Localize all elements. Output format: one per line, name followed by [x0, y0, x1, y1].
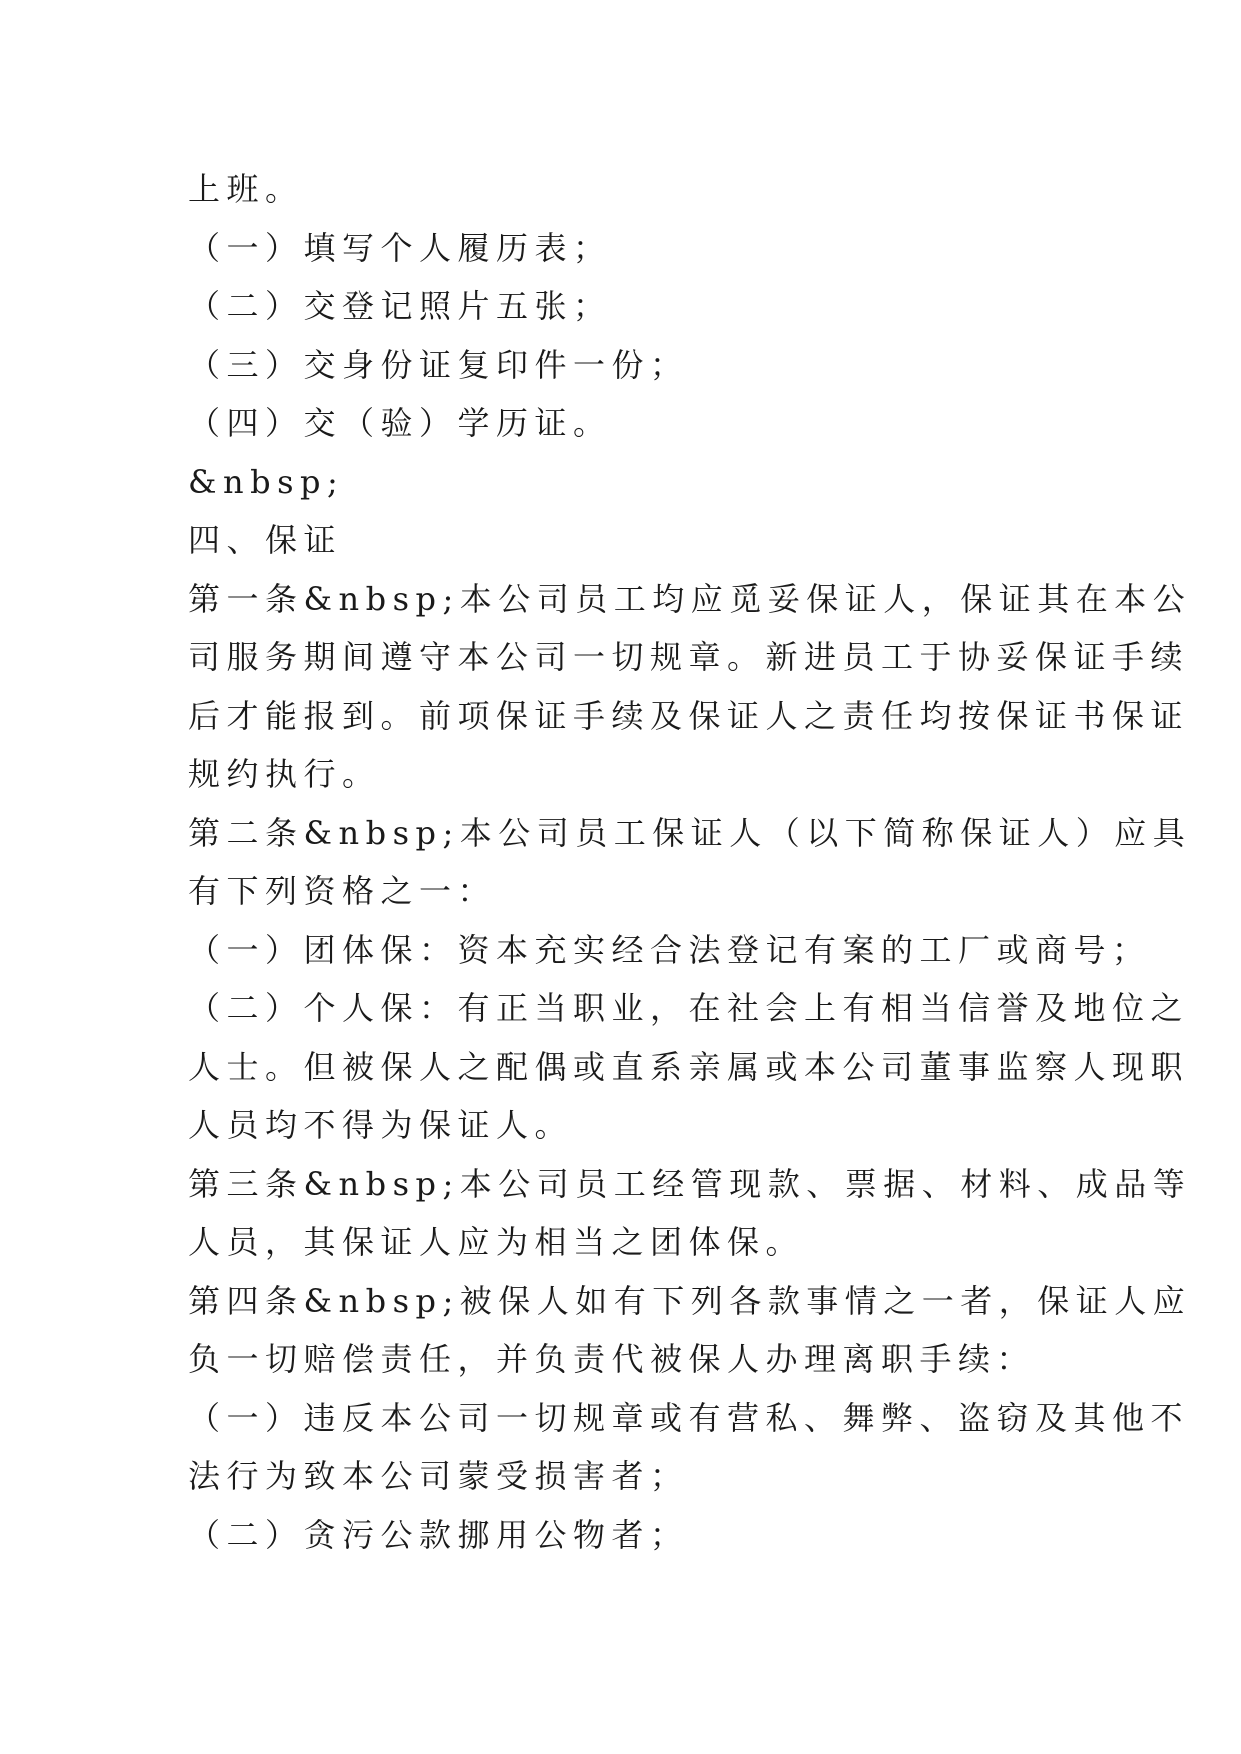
text-line: &nbsp; [188, 462, 345, 501]
list-item: （一）违反本公司一切规章或有营私、舞弊、盗窃及其他不 [188, 1398, 1190, 1437]
article-line: 第三条&nbsp;本公司员工经管现款、票据、材料、成品等 [188, 1164, 1192, 1203]
text-line: 人员，其保证人应为相当之团体保。 [188, 1223, 805, 1261]
text-line: 人士。但被保人之配偶或直系亲属或本公司董事监察人现职 [188, 1047, 1190, 1086]
article-line: 第二条&nbsp;本公司员工保证人（以下简称保证人）应具 [188, 813, 1192, 852]
text-line: 上班。 [188, 170, 304, 208]
text-line: 规约执行。 [188, 755, 381, 793]
list-item: （二）贪污公款挪用公物者； [188, 1515, 689, 1554]
text-line: 人员均不得为保证人。 [188, 1106, 574, 1144]
article-line: 第一条&nbsp;本公司员工均应觅妥保证人，保证其在本公 [188, 579, 1192, 618]
list-item: （三）交身份证复印件一份； [188, 345, 689, 384]
list-item: （一）团体保：资本充实经合法登记有案的工厂或商号； [188, 930, 1151, 969]
list-item: （一）填写个人履历表； [188, 228, 612, 267]
text-line: 后才能报到。前项保证手续及保证人之责任均按保证书保证 [188, 696, 1190, 735]
text-line: 司服务期间遵守本公司一切规章。新进员工于协妥保证手续 [188, 638, 1190, 676]
text-line: 负一切赔偿责任，并负责代被保人办理离职手续： [188, 1340, 1036, 1378]
list-item: （二）个人保：有正当职业，在社会上有相当信誉及地位之 [188, 989, 1190, 1027]
list-item: （四）交（验）学历证。 [188, 404, 612, 442]
text-line: 法行为致本公司蒙受损害者； [188, 1457, 689, 1495]
document-body [188, 160, 1192, 1564]
article-line: 第四条&nbsp;被保人如有下列各款事情之一者，保证人应 [188, 1281, 1192, 1320]
list-item: （二）交登记照片五张； [188, 287, 612, 325]
section-heading: 四、保证 [188, 521, 343, 559]
text-line: 有下列资格之一： [188, 872, 497, 910]
